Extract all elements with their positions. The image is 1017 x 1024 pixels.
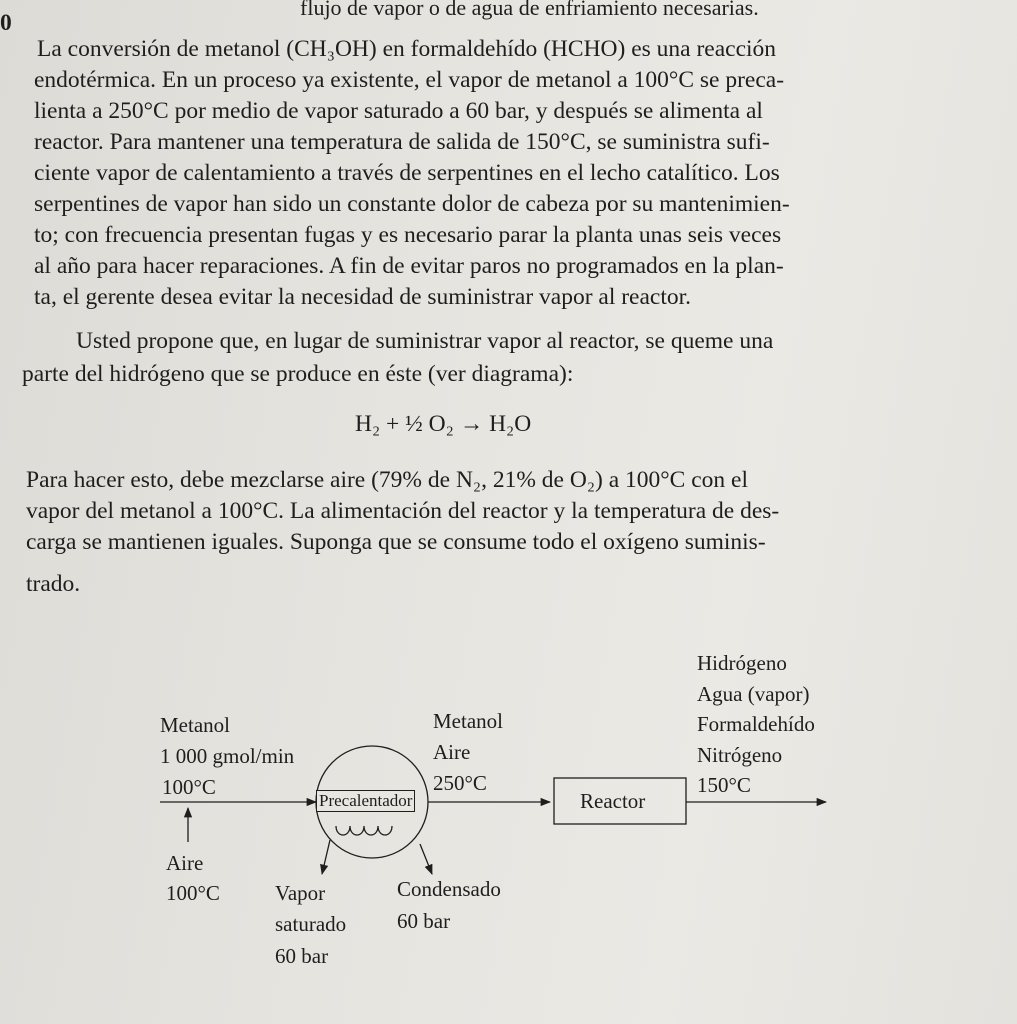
p3-line-0: Para hacer esto, debe mezclarse aire (79% de N₂, 21% de O₂) a 100°C con el [26,467,748,493]
mid-label-1: Aire [433,740,471,764]
p3-line-1: vapor del metanol a 100°C. La alimentación del reactor y la temperatura de des- [26,498,780,524]
p2-line-1: parte del hidrógeno que se produce en éste (ver diagrama): [22,361,574,387]
steam-label-1: saturado [275,912,347,936]
condensate-label-0: Condensado [397,877,501,901]
steam-label-2: 60 bar [275,944,329,968]
mid-label-0: Metanol [433,709,503,733]
p1-line-1: endotérmica. En un proceso ya existente, el vapor de metanol a 100°C se preca- [34,67,785,93]
steam-line [322,840,330,874]
p1-line-3: reactor. Para mantener una temperatura de salida de 150°C, se suministra sufi- [34,129,770,155]
condensate-label-1: 60 bar [397,909,451,933]
air-label-0: Aire [166,851,204,875]
product-label-3: Nitrógeno [697,743,783,767]
heating-coil [336,826,392,835]
steam-label-0: Vapor [275,881,326,905]
p1-line-7: al año para hacer reparaciones. A fin de evitar paros no programados en la plan- [34,253,784,279]
condensate-line [420,844,432,874]
p3-line-2: carga se mantienen iguales. Suponga que se consume todo el oxígeno suminis- [26,529,766,555]
p1-line-0: La conversión de metanol (CH₃OH) en formaldehído (HCHO) es una reacción [37,36,777,62]
p1-line-4: ciente vapor de calentamiento a través de serpentines en el lecho catalítico. Los [34,160,780,186]
feed-label-2: 100°C [162,775,216,799]
reaction-equation: H₂ + ½ O₂ → H₂O [355,411,532,437]
p2-line-0: Usted propone que, en lugar de suministrar vapor al reactor, se queme una [76,328,774,354]
p1-line-2: lienta a 250°C por medio de vapor saturado a 60 bar, y después se alimenta al [34,98,763,124]
air-label-1: 100°C [166,881,220,905]
product-label-1: Agua (vapor) [697,682,810,706]
p1-line-5: serpentines de vapor han sido un constante dolor de cabeza por su mantenimien- [34,191,790,217]
feed-label-0: Metanol [160,713,230,737]
product-label-0: Hidrógeno [697,651,787,675]
top-fragment: flujo de vapor o de agua de enfriamiento necesarias. [300,0,759,20]
product-label-4: 150°C [697,773,751,797]
product-label-2: Formaldehído [697,712,815,736]
problem-number: 0 [0,10,12,36]
mid-label-2: 250°C [433,771,487,795]
p1-line-6: to; con frecuencia presentan fugas y es necesario parar la planta unas seis veces [34,222,782,248]
p1-line-8: ta, el gerente desea evitar la necesidad de suministrar vapor al reactor. [34,284,692,310]
feed-label-1: 1 000 gmol/min [160,744,295,768]
preheater-label: Precalentador [316,790,415,812]
p3-line-3: trado. [26,571,81,597]
reactor-label: Reactor [580,789,646,813]
